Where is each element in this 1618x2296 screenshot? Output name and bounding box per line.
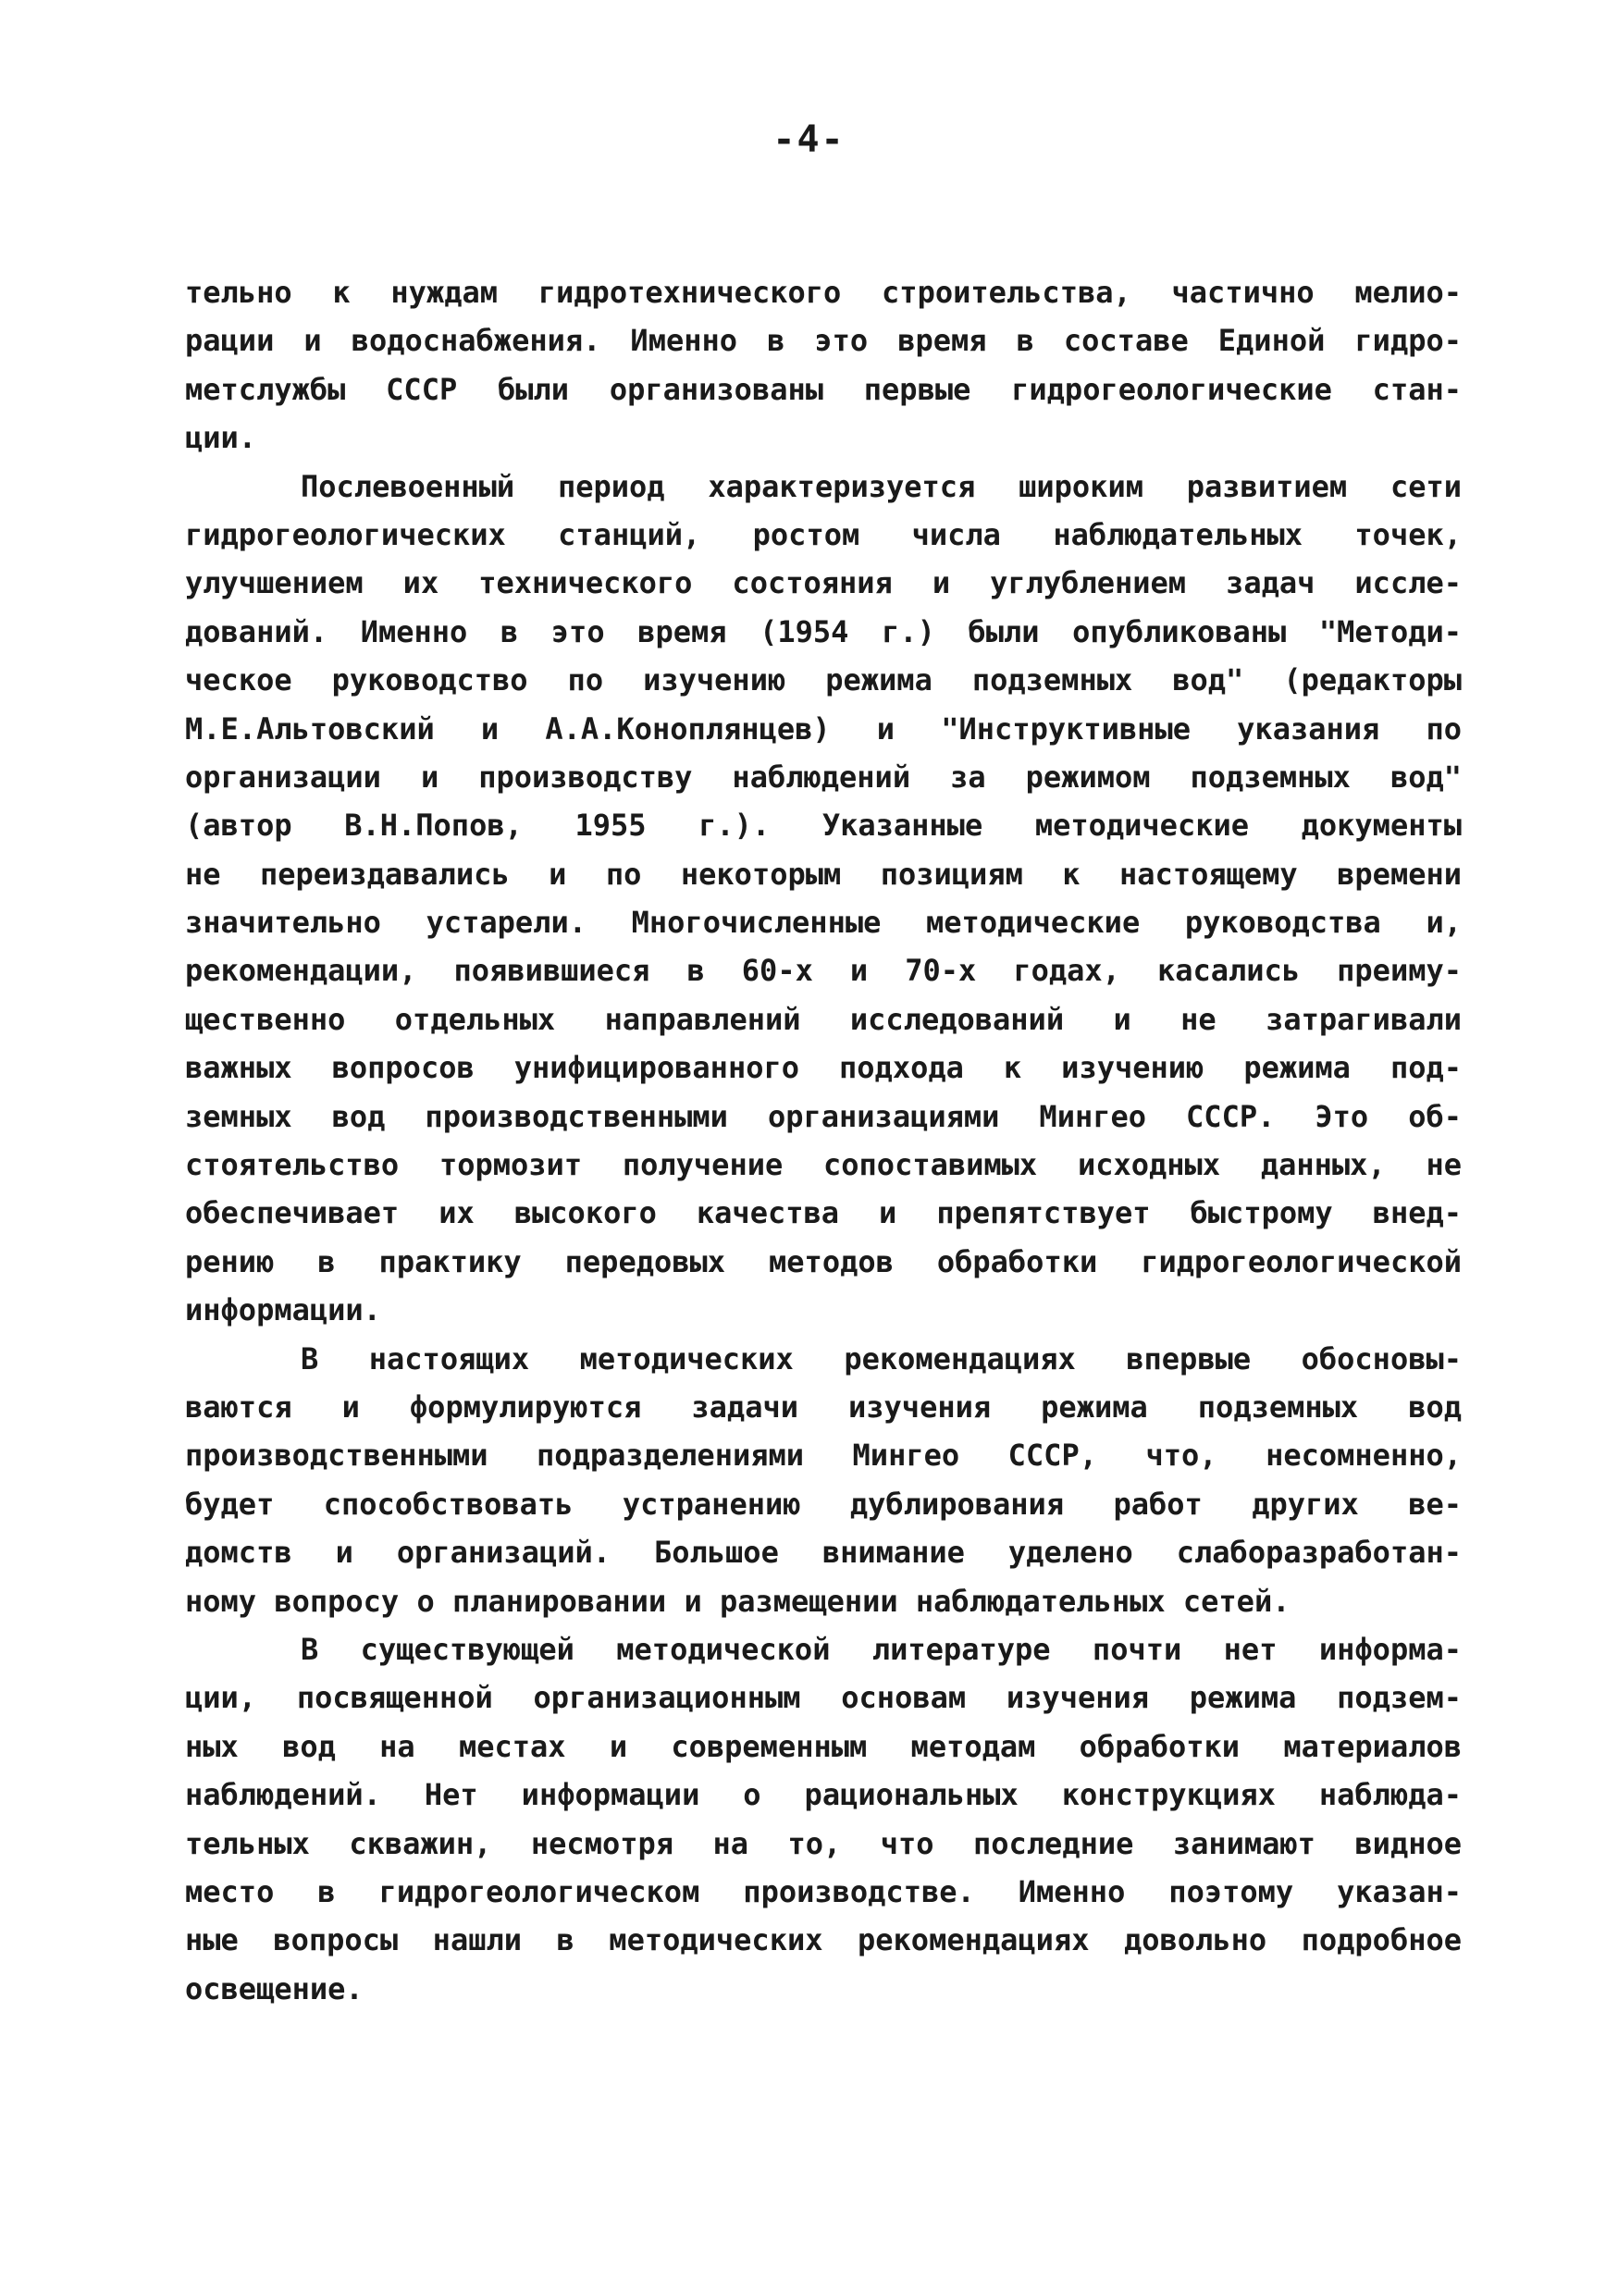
text-line: рекомендации, появившиеся в 60-х и 70-х годах, касались преиму- xyxy=(185,953,1462,989)
text-line: М.Е.Альтовский и А.А.Коноплянцев) и "Инструктивные указания по xyxy=(185,710,1462,747)
text-line: ные вопросы нашли в методических рекомендациях довольно подробное xyxy=(185,1922,1462,1958)
text-line: (автор В.Н.Попов, 1955 г.). Указанные методические документы xyxy=(185,808,1462,844)
text-line: тельно к нуждам гидротехнического строительства, частично мелио- xyxy=(185,275,1462,310)
text-line: обеспечивает их высокого качества и препятствует быстрому внед- xyxy=(185,1195,1462,1231)
text-line: Послевоенный период характеризуется широким развитием сети xyxy=(301,468,1462,504)
text-line: метслужбы СССР были организованы первые гидрогеологические стан- xyxy=(185,371,1462,407)
text-line: организации и производству наблюдений за режимом подземных вод" xyxy=(185,759,1462,795)
page-number: -4- xyxy=(772,118,846,161)
text-line: производственными подразделениями Мингео СССР, что, несомненно, xyxy=(185,1438,1462,1474)
text-line: В настоящих методических рекомендациях впервые обосновы- xyxy=(301,1340,1462,1376)
text-line: ции, посвященной организационным основам изучения режима подзем- xyxy=(185,1680,1462,1716)
text-line: место в гидрогеологическом производстве. Именно поэтому указан- xyxy=(185,1873,1462,1909)
text-line: информации. xyxy=(185,1292,381,1328)
text-line: наблюдений. Нет информации о рациональных конструкциях наблюда- xyxy=(185,1777,1462,1813)
text-line: ческое руководство по изучению режима подземных вод" (редакторы xyxy=(185,662,1462,698)
text-line: важных вопросов унифицированного подхода к изучению режима под- xyxy=(185,1050,1462,1086)
text-line: тельных скважин, несмотря на то, что последние занимают видное xyxy=(185,1825,1462,1861)
text-line: гидрогеологических станций, ростом числа наблюдательных точек, xyxy=(185,516,1462,552)
text-line: значительно устарели. Многочисленные методические руководства и, xyxy=(185,905,1462,941)
text-line: будет способствовать устранению дублирования работ других ве- xyxy=(185,1486,1462,1522)
text-line: не переиздавались и по некоторым позициям к настоящему времени xyxy=(185,856,1462,892)
text-line: щественно отдельных направлений исследований и не затрагивали xyxy=(185,1001,1462,1037)
text-line: рению в практику передовых методов обработки гидрогеологической xyxy=(185,1243,1462,1279)
text-line: ции. xyxy=(185,420,257,456)
text-line: ваются и формулируются задачи изучения режима подземных вод xyxy=(185,1389,1462,1425)
text-line: рации и водоснабжения. Именно в это время в составе Единой гидро- xyxy=(185,323,1462,359)
text-line: освещение. xyxy=(185,1970,364,2006)
text-line: дований. Именно в это время (1954 г.) были опубликованы "Методи- xyxy=(185,613,1462,649)
text-line: ному вопросу о планировании и размещении наблюдательных сетей. xyxy=(185,1583,1291,1619)
text-line: домств и организаций. Большое внимание уделено слаборазработан- xyxy=(185,1535,1462,1571)
text-line: стоятельство тормозит получение сопоставимых исходных данных, не xyxy=(185,1147,1462,1183)
text-line: улучшением их технического состояния и углублением задач иссле- xyxy=(185,565,1462,601)
text-line: В существующей методической литературе почти нет информа- xyxy=(301,1631,1462,1667)
text-line: ных вод на местах и современным методам обработки материалов xyxy=(185,1728,1462,1764)
text-line: земных вод производственными организациями Мингео СССР. Это об- xyxy=(185,1098,1462,1134)
body-text xyxy=(185,268,1462,2013)
